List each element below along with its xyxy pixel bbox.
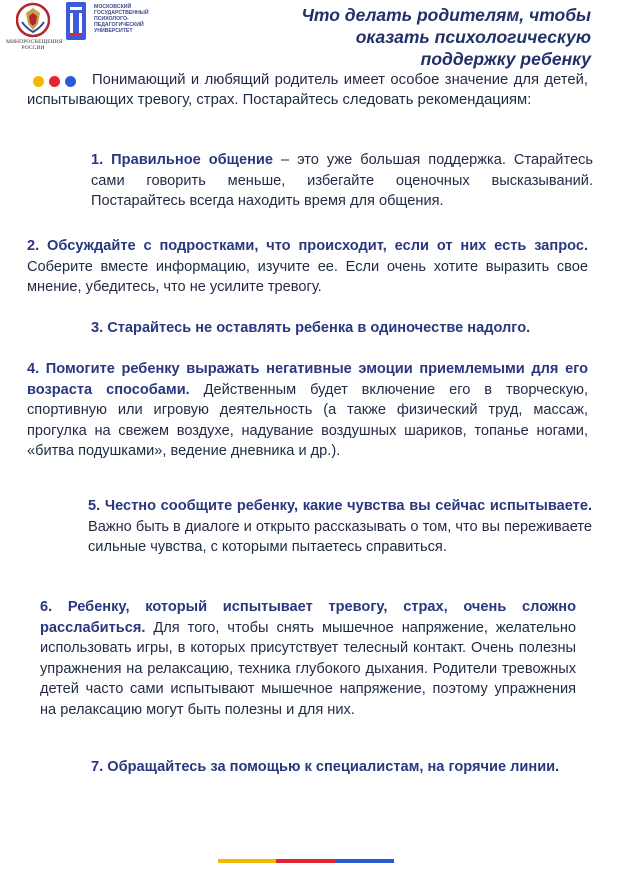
title-line-3: поддержку ребенку xyxy=(420,49,591,69)
ministry-caption: МИНПРОСВЕЩЕНИЯ РОССИИ xyxy=(6,39,63,51)
recommendation-3-heading: 3. Старайтесь не оставлять ребенка в одиночестве надолго. xyxy=(91,320,531,336)
recommendation-4-text: Действенным будет включение его в творческую, спортивную или игровую деятельность (а также физический труд, массаж, прогулка на свежем воздухе, надувание воздушных шариков, топанье ногами, «битва подушками», ведение дневника и др.). xyxy=(27,381,588,459)
recommendation-7 xyxy=(91,757,561,778)
recommendation-5 xyxy=(88,496,592,558)
bar-red xyxy=(276,859,336,863)
page-title xyxy=(271,4,591,70)
title-line-2: оказать психологическую xyxy=(355,27,591,47)
bar-blue xyxy=(336,859,394,863)
recommendation-1 xyxy=(91,150,593,212)
recommendation-4-heading: 4. Помогите ребенку выражать негативные эмоции приемлемыми для его возраста способами. xyxy=(27,361,588,398)
title-line-1: Что делать родителям, чтобы xyxy=(301,5,591,25)
recommendation-4 xyxy=(27,359,588,462)
recommendation-6-text: Для того, чтобы снять мышечное напряжение, желательно использовать игры, в которых присутствует телесный контакт. Очень полезны упражнения на релаксацию, техника глубокого дыхания. Родители тревожных детей часто сами испытывают мышечное напряжение, поэтому упражнения на релаксацию могут быть полезны и для них. xyxy=(40,619,576,718)
intro-paragraph: Понимающий и любящий родитель имеет особое значение для детей, испытывающих тревогу, страх. Постарайтесь следовать рекомендациям: xyxy=(27,72,588,108)
recommendation-6-heading: 6. Ребенку, который испытывает тревогу, страх, очень сложно расслабиться. xyxy=(40,599,576,636)
recommendation-5-text: Важно быть в диалоге и открыто рассказывать о том, что вы переживаете сильные чувства, с которыми пытаетесь справиться. xyxy=(88,518,592,555)
recommendation-6 xyxy=(40,597,576,720)
recommendation-1-text: – это уже большая поддержка. Старайтесь сами говорить меньше, избегайте оценочных высказываний. Постарайтесь всегда находить время для общения. xyxy=(91,152,594,209)
recommendation-2-heading: 2. Обсуждайте с подростками, что происходит, если от них есть запрос. xyxy=(27,238,588,254)
recommendation-3 xyxy=(91,318,593,339)
university-logo xyxy=(66,2,176,42)
ministry-logo xyxy=(6,2,63,51)
recommendation-5-heading: 5. Честно сообщите ребенку, какие чувства вы сейчас испытываете. xyxy=(88,498,592,514)
recommendation-2-text: Соберите вместе информацию, изучите ее. Если очень хотите выразить свое мнение, убедитесь, что не усилите тревогу. xyxy=(27,258,588,295)
recommendation-2 xyxy=(27,236,588,298)
eagle-emblem-icon xyxy=(16,2,50,38)
recommendation-7-heading: 7. Обращайтесь за помощью к специалистам, на горячие линии. xyxy=(91,759,560,775)
bottom-color-bar xyxy=(218,859,394,863)
recommendation-1-heading: 1. Правильное общение xyxy=(91,152,274,168)
bar-yellow xyxy=(218,859,276,863)
university-name: МОСКОВСКИЙ ГОСУДАРСТВЕННЫЙ ПСИХОЛОГО- ПЕДАГОГИЧЕСКИЙ УНИВЕРСИТЕТ xyxy=(94,4,149,34)
university-mark-icon xyxy=(66,2,86,40)
